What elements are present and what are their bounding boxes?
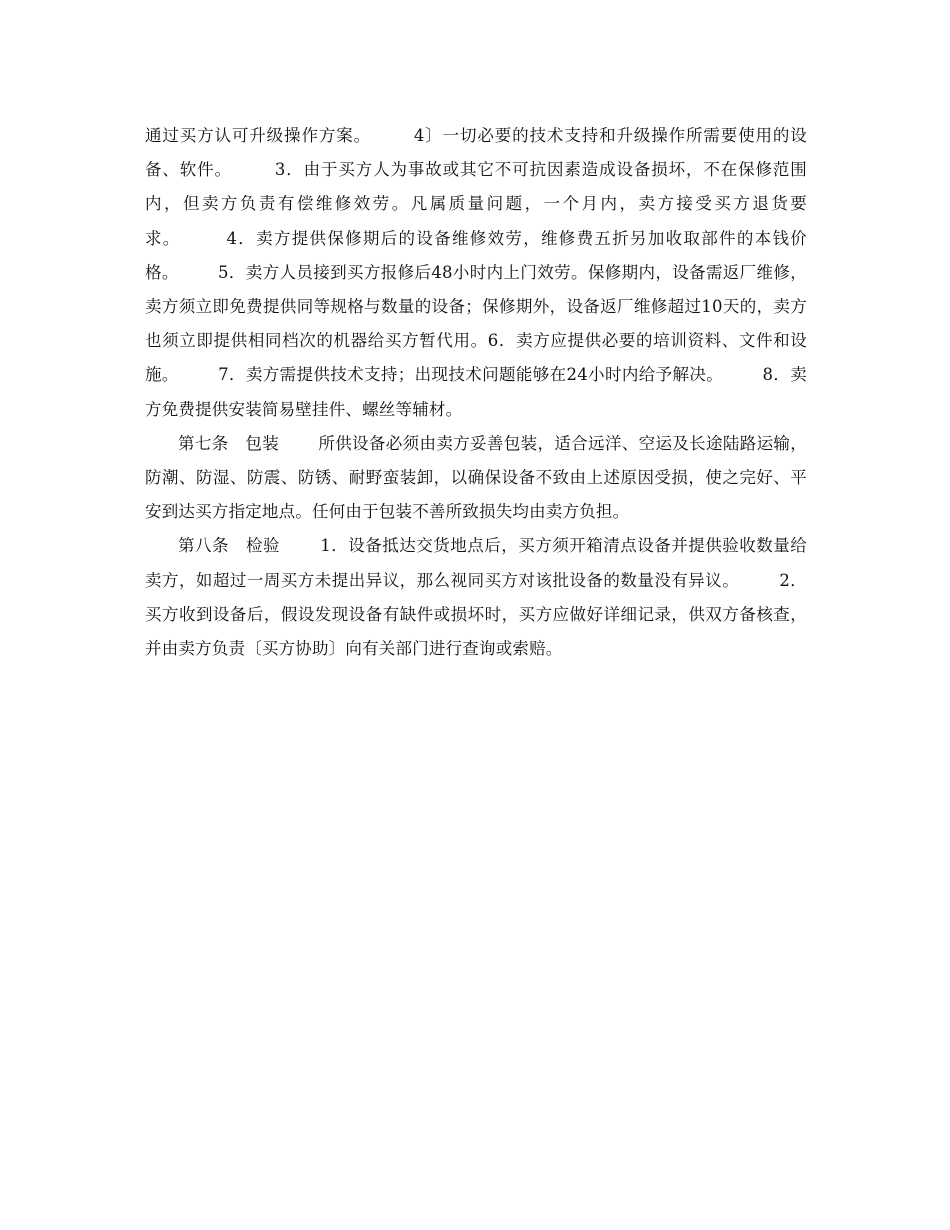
text-segment: 通过买方认可升级操作方案。	[145, 126, 371, 145]
paragraph-warranty-terms	[145, 119, 807, 427]
text-segment: 1．设备抵达交货地点后，买方须开箱清点设备并提供验收数量给卖方，如超过一周买方未提出异议，那么视同买方对该批设备的数量没有异议。	[145, 536, 807, 590]
document-body	[145, 119, 807, 666]
text-segment: 所供设备必须由卖方妥善包装，适合远洋、空运及长途陆路运输，防潮、防湿、防震、防锈、耐野蛮装卸，以确保设备不致由上述原因受损，使之完好、平安到达买方指定地点。任何由于包装不善所致损失均由卖方负担。	[145, 433, 807, 522]
paragraph-article-7-packaging	[145, 427, 807, 530]
text-segment: 2．买方收到设备后，假设发现设备有缺件或损坏时，买方应做好详细记录，供双方备核查，并由卖方负责〔买方协助〕向有关部门进行查询或索赔。	[145, 570, 807, 659]
text-segment: 5．卖方人员接到买方报修后48小时内上门效劳。保修期内，设备需返厂维修，卖方须立即免费提供同等规格与数量的设备；保修期外，设备返厂维修超过10天的，卖方也须立即提供相同档次的机器给买方暂代用。	[145, 262, 807, 351]
text-segment: 7．卖方需提供技术支持；出现技术问题能够在24小时内给予解决。	[218, 365, 724, 385]
text-segment: 4〕一切必要的技术支持和升级操作所需要使用的设备、软件。	[145, 126, 807, 180]
text-segment: 3．由于买方人为事故或其它不可抗因素造成设备损坏，不在保修范围内，但卖方负责有偿维修效劳。凡属质量问题，一个月内，卖方接受买方退货要求。	[145, 160, 808, 248]
article-heading: 第七条 包装	[178, 433, 280, 453]
text-segment: 8．卖方免费提供安装简易壁挂件、螺丝等辅材。	[145, 365, 807, 419]
article-heading: 第八条 检验	[178, 536, 281, 556]
text-segment: 6．卖方应提供必要的培训资料、文件和设施。	[145, 331, 807, 385]
text-segment: 4．卖方提供保修期后的设备维修效劳，维修费五折另加收取部件的本钱价格。	[145, 228, 807, 282]
paragraph-article-8-inspection	[145, 529, 807, 666]
